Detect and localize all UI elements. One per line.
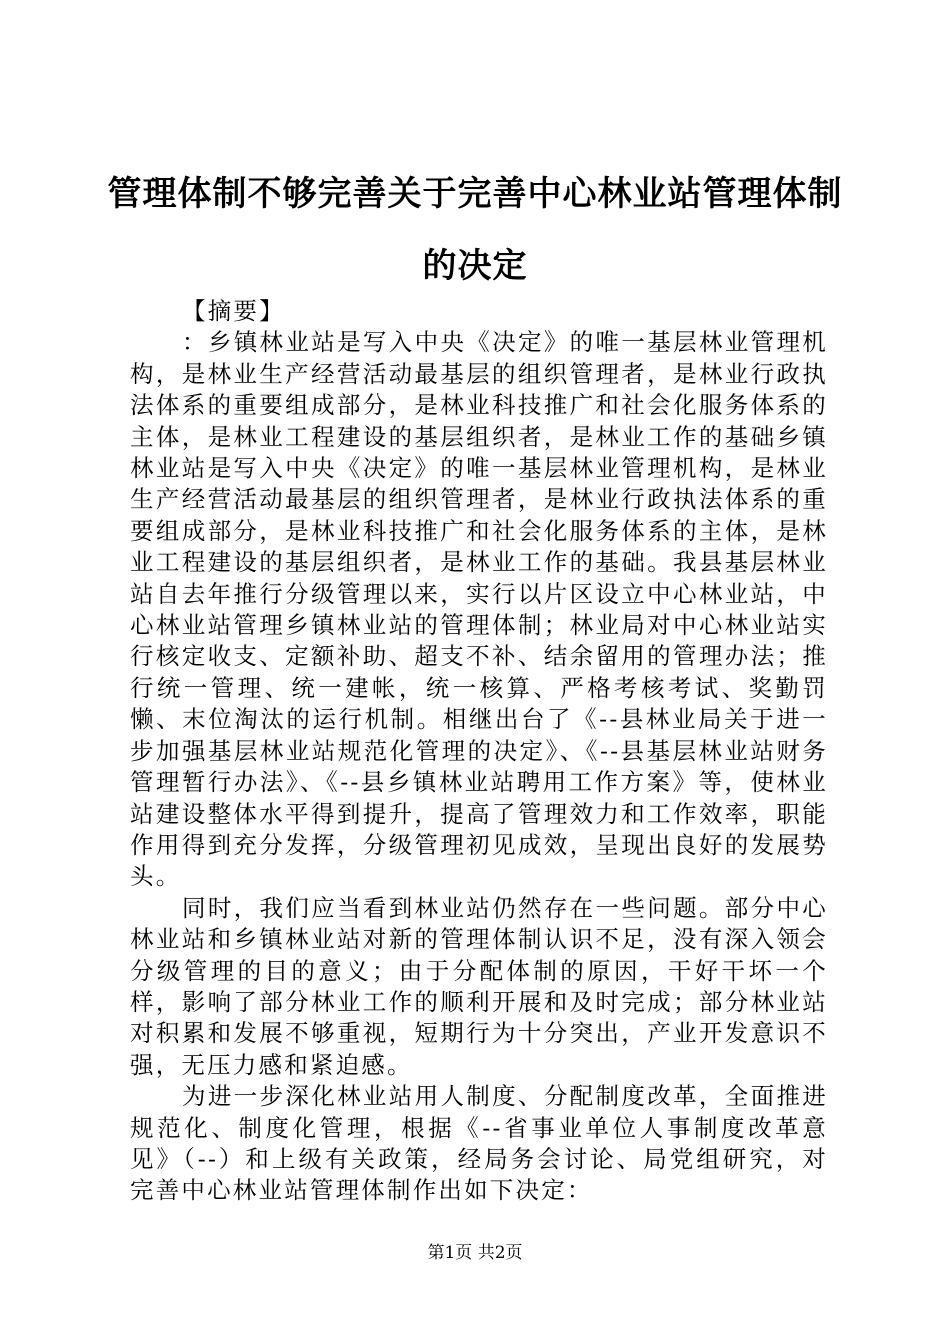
document-body xyxy=(130,296,828,1207)
page-footer: 第1页 共2页 xyxy=(427,1243,523,1263)
paragraph-2: 同时，我们应当看到林业站仍然存在一些问题。部分中心林业站和乡镇林业站对新的管理体制认识不足，没有深入领会分级管理的目的意义；由于分配体制的原因，干好干坏一个样，影响了部分林业工作的顺利开展和及时完成；部分林业站对积累和发展不够重视，短期行为十分突出，产业开发意识不强，无压力感和紧迫感。 xyxy=(130,893,828,1079)
paragraph-3: 为进一步深化林业站用人制度、分配制度改革，全面推进规范化、制度化管理，根据《--省事业单位人事制度改革意见》（--）和上级有关政策，经局务会讨论、局党组研究，对完善中心林业站管理体制作出如下决定： xyxy=(130,1082,828,1205)
paragraph-1: ：乡镇林业站是写入中央《决定》的唯一基层林业管理机构，是林业生产经营活动最基层的组织管理者，是林业行政执法体系的重要组成部分，是林业科技推广和社会化服务体系的主体，是林业工程建设的基层组织者，是林业工作的基础乡镇林业站是写入中央《决定》的唯一基层林业管理机构，是林业生产经营活动最基层的组织管理者，是林业行政执法体系的重要组成部分，是林业科技推广和社会化服务体系的主体，是林业工程建设的基层组织者，是林业工作的基础。我县基层林业站自去年推行分级管理以来，实行以片区设立中心林业站，中心林业站管理乡镇林业站的管理体制；林业局对中心林业站实行核定收支、定额补助、超支不补、结余留用的管理办法；推行统一管理、统一建帐，统一核算、严格考核考试、奖勤罚懒、末位淘汰的运行机制。相继出台了《--县林业局关于进一步加强基层林业站规范化管理的决定》、《--县基层林业站财务管理暂行办法》、《--县乡镇林业站聘用工作方案》等，使林业站建设整体水平得到提升，提高了管理效力和工作效率，职能作用得到充分发挥，分级管理初见成效，呈现出良好的发展势头。 xyxy=(130,328,828,891)
abstract-label: 【摘要】 xyxy=(182,297,285,325)
document-title: 管理体制不够完善关于完善中心林业站管理体制的决定 xyxy=(107,174,843,286)
